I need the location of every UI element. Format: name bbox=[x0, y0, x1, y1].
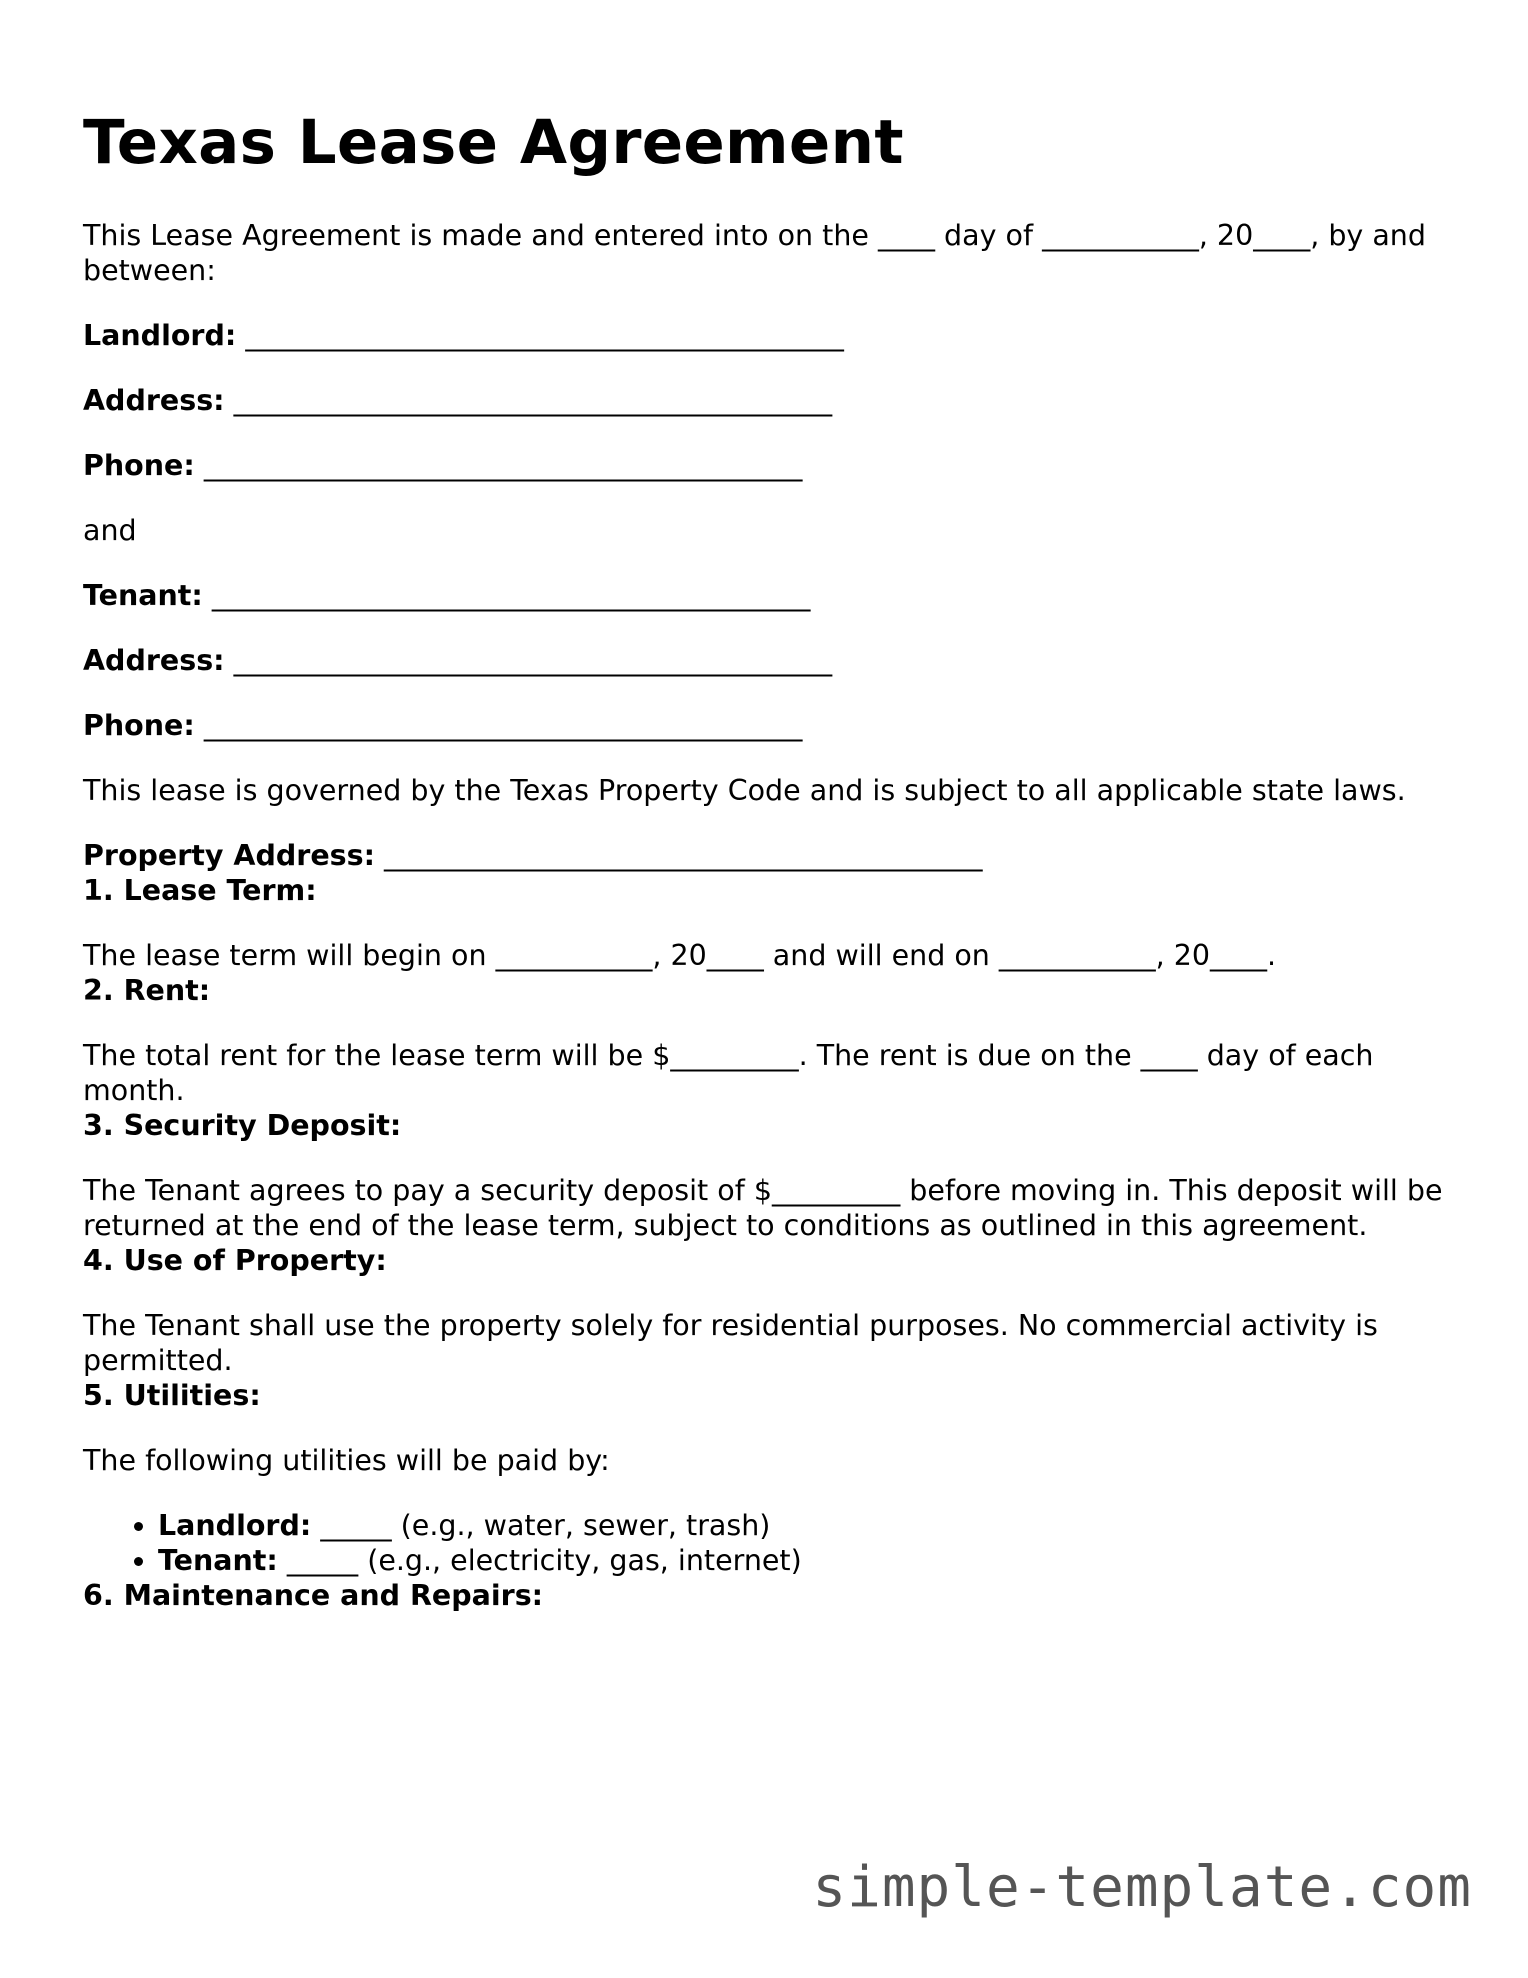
section-text-use: The Tenant shall use the property solely for residential purposes. No commercial activity is permitted. bbox=[83, 1309, 1378, 1377]
tenant-address-blank: __________________________________________ bbox=[224, 644, 833, 677]
landlord-address-blank: __________________________________________ bbox=[224, 384, 833, 417]
tenant-address-label: Address: bbox=[83, 644, 225, 677]
section-text-term: The lease term will begin on ___________, 20____ and will end on ___________, 20____. bbox=[83, 939, 1277, 972]
section-text-utilities: The following utilities will be paid by: bbox=[83, 1444, 610, 1477]
list-item bbox=[158, 1508, 1445, 1543]
landlord-address-line bbox=[83, 383, 1445, 418]
property-address-blank: __________________________________________ bbox=[375, 839, 983, 872]
landlord-phone-label: Phone: bbox=[83, 449, 195, 482]
tenant-address-line bbox=[83, 643, 1445, 678]
utilities-tenant-text: _____ (e.g., electricity, gas, internet) bbox=[277, 1544, 802, 1577]
tenant-name-label: Tenant: bbox=[83, 579, 203, 612]
utilities-landlord-label: Landlord: bbox=[158, 1509, 312, 1542]
property-address-line bbox=[83, 838, 1445, 873]
property-address-label: Property Address: bbox=[83, 839, 375, 872]
tenant-name-line bbox=[83, 578, 1445, 613]
document-page bbox=[83, 108, 1445, 1613]
tenant-phone-blank: __________________________________________ bbox=[194, 709, 803, 742]
document-title: Texas Lease Agreement bbox=[83, 107, 904, 178]
utilities-landlord-text: _____ (e.g., water, sewer, trash) bbox=[311, 1509, 771, 1542]
section-heading-maintenance: 6. Maintenance and Repairs: bbox=[83, 1579, 544, 1612]
governing-paragraph: This lease is governed by the Texas Property Code and is subject to all applicable state laws. bbox=[83, 774, 1406, 807]
section-heading-use: 4. Use of Property: bbox=[83, 1244, 387, 1277]
section-heading-term: 1. Lease Term: bbox=[83, 874, 317, 907]
landlord-phone-line bbox=[83, 448, 1445, 483]
utilities-list bbox=[83, 1508, 1445, 1578]
intro-paragraph: This Lease Agreement is made and entered into on the ____ day of ___________, 20____, by and between: bbox=[83, 219, 1426, 287]
section-text-deposit: The Tenant agrees to pay a security deposit of $_________ before moving in. This deposit will be returned at the end of the lease term, subject to conditions as outlined in this agreement. bbox=[83, 1174, 1443, 1242]
landlord-name-line bbox=[83, 318, 1445, 353]
tenant-phone-line bbox=[83, 708, 1445, 743]
section-text-rent: The total rent for the lease term will be $_________. The rent is due on the ____ day of each month. bbox=[83, 1039, 1374, 1107]
and-text: and bbox=[83, 514, 137, 547]
section-heading-utilities: 5. Utilities: bbox=[83, 1379, 261, 1412]
section-heading-rent: 2. Rent: bbox=[83, 974, 211, 1007]
list-item bbox=[158, 1543, 1445, 1578]
section-heading-deposit: 3. Security Deposit: bbox=[83, 1109, 402, 1142]
landlord-phone-blank: __________________________________________ bbox=[194, 449, 803, 482]
tenant-name-blank: __________________________________________ bbox=[202, 579, 811, 612]
landlord-address-label: Address: bbox=[83, 384, 225, 417]
watermark: simple-template.com bbox=[812, 1855, 1472, 1920]
landlord-name-label: Landlord: bbox=[83, 319, 237, 352]
landlord-name-blank: __________________________________________ bbox=[236, 319, 844, 352]
utilities-tenant-label: Tenant: bbox=[158, 1544, 278, 1577]
tenant-phone-label: Phone: bbox=[83, 709, 195, 742]
